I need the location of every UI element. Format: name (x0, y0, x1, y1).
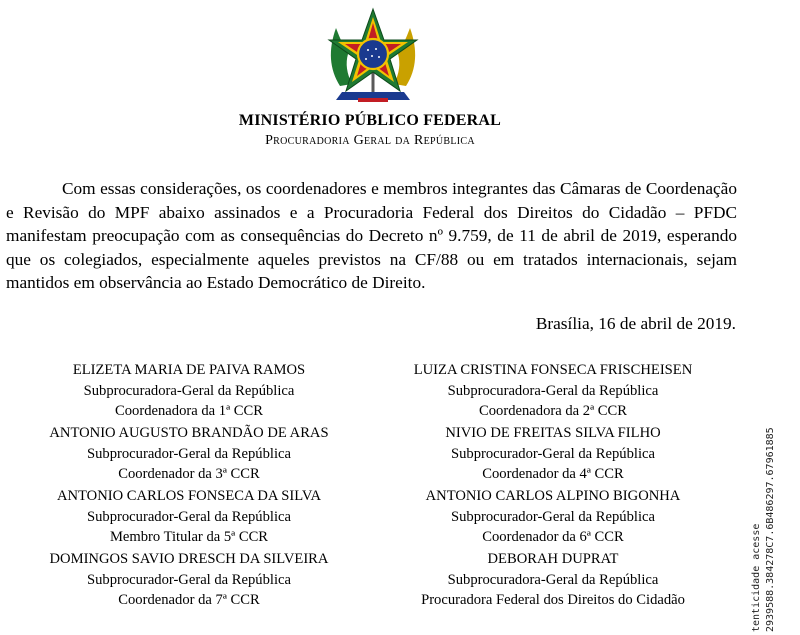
signer-name: ANTONIO AUGUSTO BRANDÃO DE ARAS (49, 425, 329, 441)
signer-name: DOMINGOS SAVIO DRESCH DA SILVEIRA (49, 551, 329, 567)
signer-name: ANTONIO CARLOS ALPINO BIGONHA (425, 488, 681, 504)
signer-role: Coordenadora da 2ª CCR (479, 403, 627, 419)
signature-block (378, 486, 728, 548)
signer-name: DEBORAH DUPRAT (487, 551, 619, 567)
authenticity-stamp (750, 427, 778, 632)
signer-role: Procuradora Federal dos Direitos do Cidadão (421, 592, 685, 608)
signer-title: Subprocuradora-Geral da República (447, 571, 659, 588)
signer-role: Coordenadora da 1ª CCR (115, 403, 263, 419)
signer-name: LUIZA CRISTINA FONSECA FRISCHEISEN (413, 362, 693, 378)
signer-role: Coordenador da 7ª CCR (118, 592, 260, 608)
signer-role: Coordenador da 6ª CCR (482, 529, 624, 545)
signer-title: Subprocurador-Geral da República (451, 508, 655, 525)
org-subtitle: Procuradoria Geral da República (265, 133, 475, 148)
signer-role: Coordenador da 3ª CCR (118, 466, 260, 482)
signature-block (14, 486, 364, 548)
signature-block (378, 549, 728, 611)
signature-block (378, 360, 728, 422)
signer-name: ELIZETA MARIA DE PAIVA RAMOS (72, 362, 306, 378)
org-title: MINISTÉRIO PÚBLICO FEDERAL (238, 112, 502, 129)
signer-name: ANTONIO CARLOS FONSECA DA SILVA (56, 488, 322, 504)
signer-role: Membro Titular da 5ª CCR (109, 529, 269, 545)
auth-stamp-line: tenticidade acesse (751, 523, 762, 632)
signer-title: Subprocurador-Geral da República (87, 508, 291, 525)
place-date: Brasília, 16 de abril de 2019. (535, 314, 736, 333)
signature-block (378, 423, 728, 485)
signer-name: NIVIO DE FREITAS SILVA FILHO (445, 425, 661, 441)
brazil-coat-of-arms-icon (318, 6, 428, 108)
signer-title: Subprocuradora-Geral da República (447, 382, 659, 399)
signature-block (14, 360, 364, 422)
signer-title: Subprocurador-Geral da República (451, 445, 655, 462)
signer-role: Coordenador da 4ª CCR (482, 466, 624, 482)
signer-title: Subprocurador-Geral da República (87, 571, 291, 588)
auth-stamp-code: 2939588.384278C7.6B486297.67961885 (765, 427, 776, 632)
signature-block (14, 423, 364, 485)
signature-block (14, 549, 364, 611)
signer-title: Subprocurador-Geral da República (87, 445, 291, 462)
signer-title: Subprocuradora-Geral da República (83, 382, 295, 399)
body-paragraph: Com essas considerações, os coordenadores e membros integrantes das Câmaras de Coordenação e Revisão do MPF abaixo assinados e a Procuradoria Federal dos Direitos do Cidadão – PFDC manifestam preocupação com as consequências do Decreto nº 9.759, de 11 de abril de 2019, esperando que os colegiados, especialmente aqueles previstos na CF/88 ou em tratados internacionais, sejam mantidos em observância ao Estado Democrático de Direito. (6, 179, 737, 293)
